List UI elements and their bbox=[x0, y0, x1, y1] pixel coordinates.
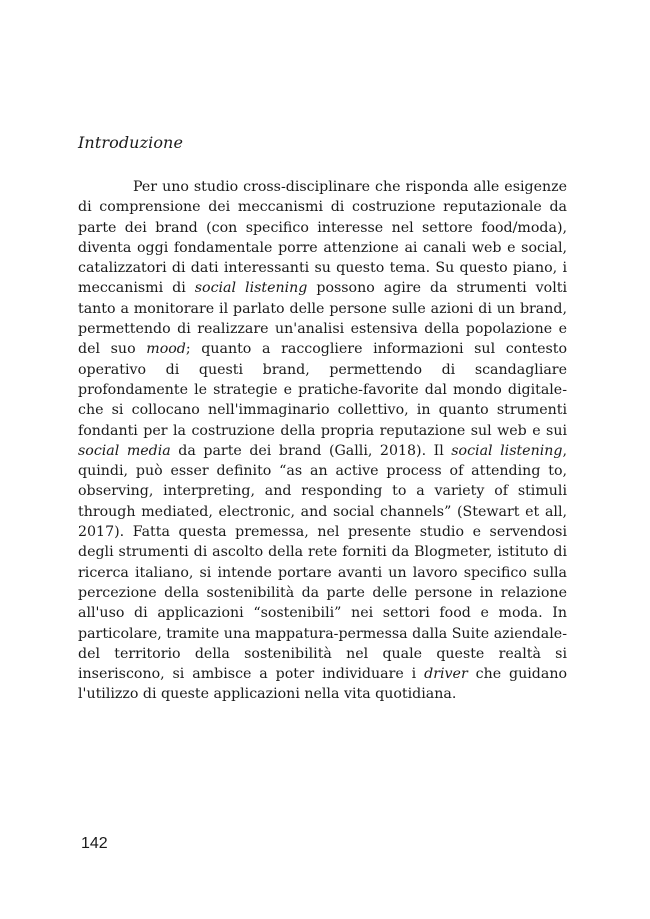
paragraph-emphasis: social listening bbox=[194, 280, 308, 297]
body-paragraph bbox=[78, 177, 567, 705]
paragraph-emphasis: social listening bbox=[451, 442, 563, 459]
paragraph-text: ; quanto a raccogliere informazioni sul contesto operativo di questi brand, permettendo di scandagliare profondamente le strategie e pratiche-favorite dal mondo digitale-che si collocano nell'immaginario collettivo, in quanto strumenti fondanti per la costruzione della propria reputazione sul web e sui bbox=[78, 341, 567, 439]
page-number: 142 bbox=[81, 835, 108, 852]
paragraph-text: Per uno studio cross-disciplinare che risponda alle esigenze di comprensione dei meccanismi di costruzione reputazionale da parte dei brand (con specifico interesse nel settore food/moda), diventa oggi fondamentale porre attenzione ai canali web e social, catalizzatori di dati interessanti su questo tema. Su questo piano, i meccanismi di bbox=[78, 179, 567, 297]
paragraph-text: che guidano l'utilizzo di queste applicazioni nella vita quotidiana. bbox=[78, 666, 567, 703]
section-title: Introduzione bbox=[78, 133, 184, 152]
paragraph-emphasis: mood bbox=[146, 341, 186, 358]
paragraph-emphasis: social media bbox=[78, 442, 171, 459]
paragraph-text: , quindi, può esser definito “as an active process of attending to, observing, interpreting, and responding to a variety of stimuli through mediated, electronic, and social channels” (Stewart et all, 2017). Fatta questa premessa, nel presente studio e servendosi degli strumenti di ascolto della rete forniti da Blogmeter, istituto di ricerca italiano, si intende portare avanti un lavoro specifico sulla percezione della sostenibilità da parte delle persone in relazione all'uso di applicazioni “sostenibili” nei settori food e moda. In particolare, tramite una mappatura-permessa dalla Suite aziendale-del territorio della sostenibilità nel quale queste realtà si inseriscono, si ambisce a poter individuare i bbox=[78, 442, 567, 683]
paragraph-text: possono agire da strumenti volti tanto a monitorare il parlato delle persone sulle azioni di un brand, permettendo di realizzare un'analisi estensiva della popolazione e del suo bbox=[78, 280, 567, 358]
paragraph-text: da parte dei brand (Galli, 2018). Il bbox=[170, 442, 452, 459]
paragraph-emphasis: driver bbox=[424, 666, 468, 683]
